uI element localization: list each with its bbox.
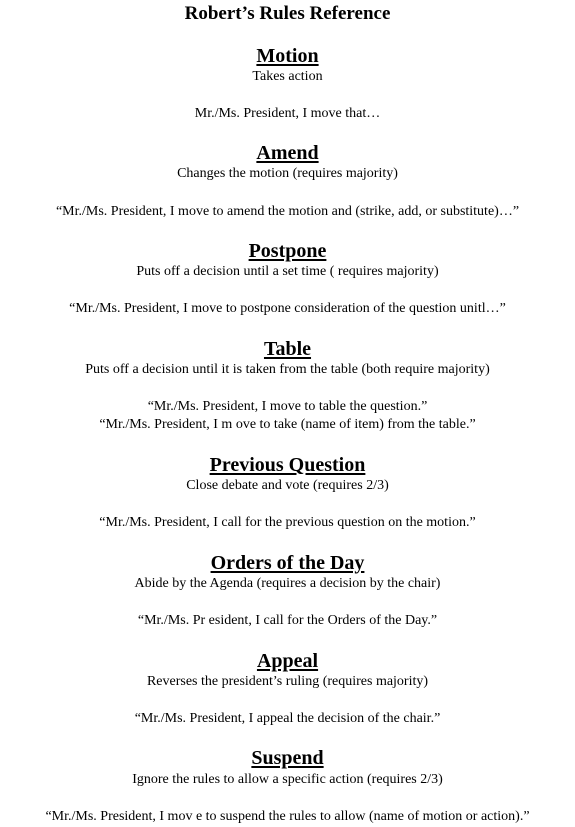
- section-quote-motion: Mr./Ms. President, I move that…: [194, 106, 381, 121]
- section-heading-appeal: Appeal: [256, 650, 319, 672]
- section-description-appeal: Reverses the president’s ruling (requires majority): [146, 674, 429, 689]
- section-heading-previous-question: Previous Question: [209, 454, 366, 476]
- section-quote-suspend: “Mr./Ms. President, I mov e to suspend the rules to allow (name of motion or action).”: [45, 809, 530, 824]
- section-description-previous-question: Close debate and vote (requires 2/3): [186, 478, 389, 493]
- section-description-table: Puts off a decision until it is taken from the table (both require majority): [85, 362, 490, 377]
- section-quote-table-1: “Mr./Ms. President, I move to table the question.”: [147, 399, 428, 414]
- section-quote-appeal: “Mr./Ms. President, I appeal the decision of the chair.”: [134, 711, 441, 726]
- section-quote-amend: “Mr./Ms. President, I move to amend the motion and (strike, add, or substitute)…”: [55, 204, 520, 219]
- section-heading-suspend: Suspend: [251, 747, 324, 769]
- section-description-motion: Takes action: [252, 69, 323, 84]
- page-title: Robert’s Rules Reference: [184, 3, 391, 24]
- section-description-postpone: Puts off a decision until a set time ( requires majority): [136, 264, 439, 279]
- section-quote-table-2: “Mr./Ms. President, I m ove to take (name of item) from the table.”: [99, 417, 476, 432]
- section-heading-postpone: Postpone: [248, 240, 327, 262]
- section-heading-amend: Amend: [256, 142, 319, 164]
- section-description-suspend: Ignore the rules to allow a specific action (requires 2/3): [132, 772, 443, 787]
- section-heading-motion: Motion: [256, 45, 319, 67]
- section-heading-table: Table: [263, 338, 312, 360]
- section-quote-previous-question: “Mr./Ms. President, I call for the previous question on the motion.”: [99, 515, 476, 530]
- section-quote-orders-of-the-day: “Mr./Ms. Pr esident, I call for the Orders of the Day.”: [137, 613, 438, 628]
- section-heading-orders-of-the-day: Orders of the Day: [210, 552, 365, 574]
- section-description-orders-of-the-day: Abide by the Agenda (requires a decision by the chair): [134, 576, 441, 591]
- section-quote-postpone: “Mr./Ms. President, I move to postpone consideration of the question unitl…”: [69, 301, 506, 316]
- section-description-amend: Changes the motion (requires majority): [177, 166, 398, 181]
